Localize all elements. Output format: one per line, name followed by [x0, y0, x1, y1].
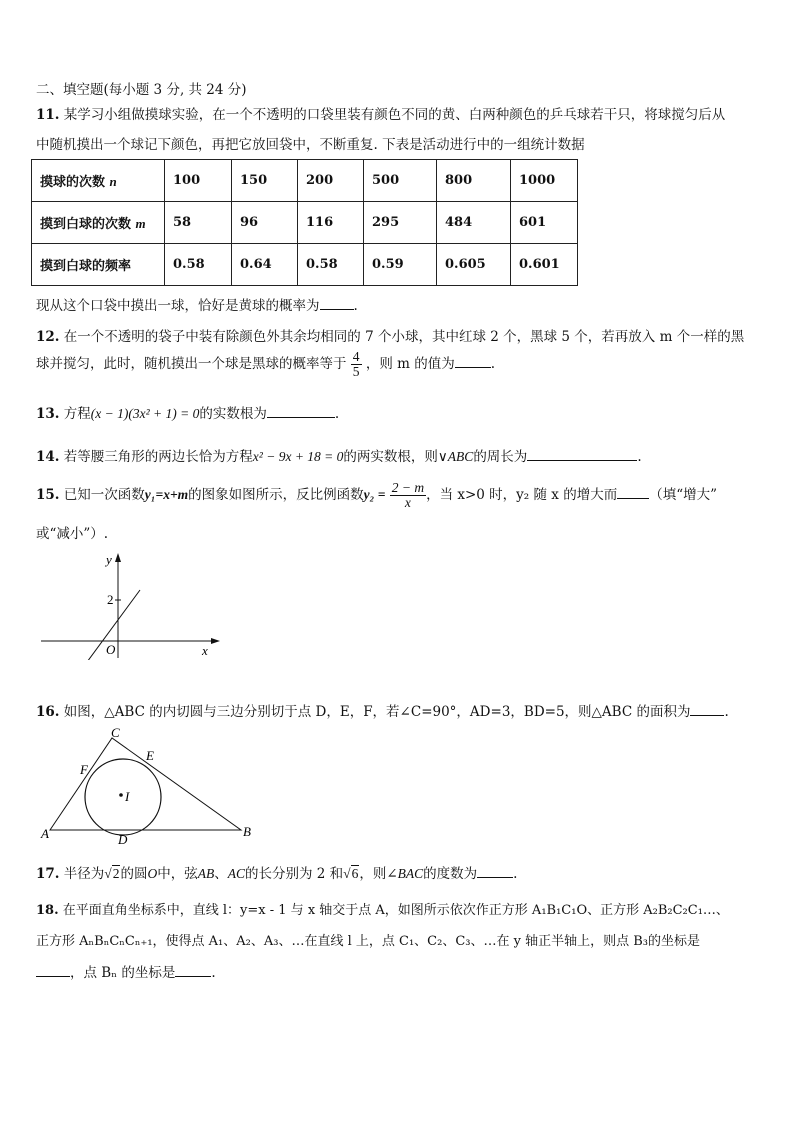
table-cell: 150 [232, 160, 298, 202]
incircle [85, 759, 161, 835]
label-i: I [125, 789, 130, 804]
answer-blank[interactable] [477, 865, 513, 878]
table-cell: 0.59 [364, 244, 437, 286]
answer-blank[interactable] [617, 486, 649, 499]
answer-blank[interactable] [527, 448, 637, 461]
q11-text1: 某学习小组做摸球实验，在一个不透明的口袋里装有颜色不同的黄、白两种颜色的乒乓球若干只，将球搅匀后从 [63, 107, 726, 123]
q12-text1: 在一个不透明的袋子中装有除颜色外其余均相同的 7 个小球，其中红球 2 个，黑球 5 个，若再放入 m 个一样的黑 [63, 329, 745, 345]
answer-blank[interactable] [267, 405, 335, 418]
q11-after: 现从这个口袋中摸出一球，恰好是黄球的概率为 . [36, 298, 358, 314]
answer-blank[interactable] [175, 964, 211, 977]
origin-label: O [106, 642, 116, 657]
q11-data-table [31, 159, 578, 286]
q18-number: 18. [36, 903, 59, 918]
x-label: x [202, 643, 208, 658]
q11-number: 11. [36, 107, 60, 123]
y-axis-arrow [115, 553, 121, 562]
q14-triangle: ∨ABC [437, 449, 474, 464]
q18-line2: 正方形 AₙBₙCₙCₙ₊₁，使得点 A₁、A₂、A₃、…在直线 l 上，点 C₁、C₂、C₃、…在 y 轴正半轴上，则点 B₃的坐标是 [36, 934, 701, 949]
answer-blank[interactable] [690, 703, 724, 716]
table-cell: 0.64 [232, 244, 298, 286]
q17-sqrt6: √6 [343, 866, 359, 881]
table-cell: 0.605 [437, 244, 511, 286]
q14-number: 14. [36, 449, 60, 465]
table-cell: 0.601 [511, 244, 578, 286]
q16-line: 16. 如图，△ABC 的内切圆与三边分别切于点 D，E，F，若∠C=90°，AD=3，BD=5，则△ABC 的面积为 . [36, 704, 729, 720]
table-row-header: 摸到白球的次数 m [32, 202, 165, 244]
section-title: 二、填空题(每小题 3 分, 共 24 分) [36, 82, 247, 98]
x-axis-arrow [211, 638, 220, 644]
table-cell: 0.58 [298, 244, 364, 286]
q15-line1: 15. 已知一次函数y₁=x+m的图象如图所示，反比例函数y₂ = $\frac{2 - m}{x}$ ，当 x>0 时，y₂ 随 x 的增大而 （填“增大” [36, 480, 718, 511]
q15-y1: y₁=x+m [144, 487, 189, 503]
q18-line1: 18. 在平面直角坐标系中，直线 l：y=x - 1 与 x 轴交于点 A，如图所示依次作正方形 A₁B₁C₁O、正方形 A₂B₂C₂C₁…、 [36, 903, 729, 918]
table-cell: 1000 [511, 160, 578, 202]
answer-blank[interactable] [36, 964, 70, 977]
tick-label: 2 [107, 592, 114, 607]
q13-equation: (x − 1)(3x² + 1) = 0 [90, 406, 200, 421]
table-cell: 58 [165, 202, 232, 244]
table-row [32, 160, 578, 202]
q11-line1 [36, 103, 725, 123]
table-cell: 295 [364, 202, 437, 244]
label-d: D [118, 832, 128, 847]
q12-line2: 球并搅匀，此时，随机摸出一个球是黑球的概率等于 $\frac{4}{5}$ ，则 m 的值为 . [36, 349, 496, 380]
label-a: A [41, 826, 49, 841]
table-cell: 601 [511, 202, 578, 244]
table-cell: 100 [165, 160, 232, 202]
table-row [32, 244, 578, 286]
q17-line: 17. 半径为√2的圆O中，弦AB、AC的长分别为 2 和√6，则∠BAC的度数为 . [36, 866, 518, 882]
table-cell: 116 [298, 202, 364, 244]
q15-line2: 或“减小”）. [36, 526, 109, 542]
answer-blank[interactable] [320, 297, 354, 310]
q11-text2: 中随机摸出一个球记下颜色，再把它放回袋中，不断重复. 下表是活动进行中的一组统计数据 [36, 137, 585, 153]
table-row-header: 摸球的次数 n [32, 160, 165, 202]
y-label: y [106, 552, 112, 567]
answer-blank[interactable] [455, 355, 491, 368]
label-e: E [146, 748, 154, 763]
table-cell: 484 [437, 202, 511, 244]
label-b: B [243, 824, 251, 839]
q12-number: 12. [36, 329, 60, 345]
table-row [32, 202, 578, 244]
table-row-header: 摸到白球的频率 [32, 244, 165, 286]
q12-fraction: $\frac{4}{5}$ [352, 349, 360, 380]
q15-number: 15. [36, 487, 60, 504]
table-cell: 96 [232, 202, 298, 244]
q18-line3: ，点 Bₙ 的坐标是 . [36, 961, 216, 981]
q16-number: 16. [36, 704, 60, 720]
table-cell: 0.58 [165, 244, 232, 286]
q13-line: 13. 方程(x − 1)(3x² + 1) = 0的实数根为 . [36, 406, 340, 422]
table-cell: 200 [298, 160, 364, 202]
q15-fraction: $\frac{2 - m}{x}$ [391, 480, 425, 511]
q12-line1 [36, 325, 744, 345]
q13-number: 13. [36, 406, 60, 422]
incenter-point [119, 793, 123, 797]
label-c: C [111, 725, 120, 740]
q17-sqrt2: √2 [104, 866, 120, 881]
q16-figure [36, 722, 266, 848]
table-cell: 800 [437, 160, 511, 202]
q17-number: 17. [36, 866, 60, 882]
q14-equation: x² − 9x + 18 = 0 [252, 449, 344, 464]
table-cell: 500 [364, 160, 437, 202]
label-f: F [80, 762, 88, 777]
q15-graph [36, 550, 226, 660]
q14-line: 14. 若等腰三角形的两边长恰为方程x² − 9x + 18 = 0的两实数根，则∨ABC的周长为 . [36, 449, 642, 465]
q15-y2: y₂ = [363, 487, 386, 503]
